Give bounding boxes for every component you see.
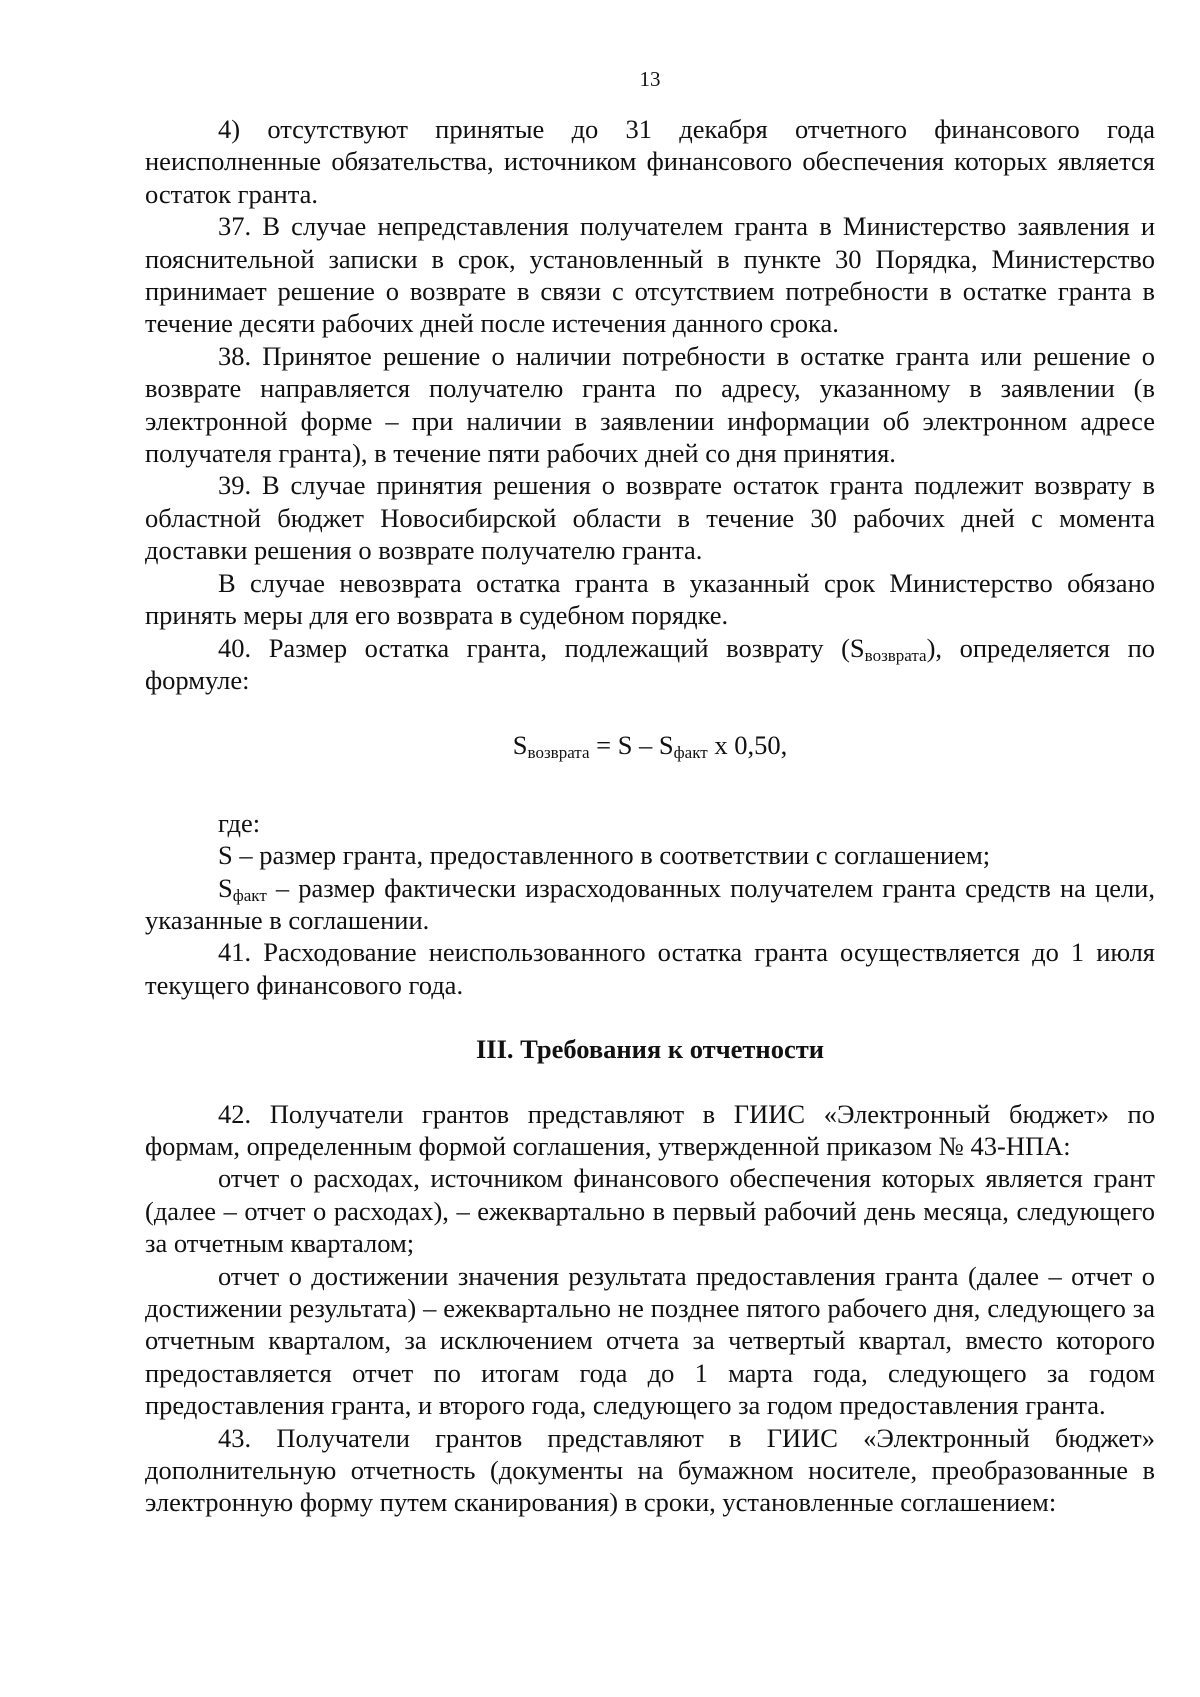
definition-s-fact-subscript: факт [232, 885, 267, 905]
paragraph-42-expense-report: отчет о расходах, источником финансового обеспечения которых является грант (далее – отчет о расходах), – ежеквартально в первый рабочий день месяца, следующего за отчетным кварталом; [145, 1163, 1155, 1259]
paragraph-40 [145, 632, 1155, 697]
formula-s-return: S [512, 730, 528, 761]
paragraph-item-4: 4) отсутствуют принятые до 31 декабря отчетного финансового года неисполненные обязательства, источником финансового обеспечения которых является остаток гранта. [145, 114, 1155, 209]
paragraph-40-subscript: возврата [864, 645, 927, 665]
where-label: где: [218, 807, 261, 838]
formula-middle: = S – S [589, 730, 674, 761]
paragraph-40-text-after: ), определяется по формуле: [145, 632, 1155, 695]
document-body [145, 113, 1155, 1519]
paragraph-39-continuation: В случае невозврата остатка гранта в указанный срок Министерство обязано принять меры для его возврата в судебном порядке. [145, 567, 1155, 631]
formula-end: х 0,50, [707, 730, 788, 761]
definition-s-fact-symbol: S [218, 872, 233, 903]
formula-subscript-return: возврата [527, 743, 590, 763]
paragraph-41: 41. Расходование неиспользованного остатка гранта осуществляется до 1 июля текущего финансового года. [145, 937, 1155, 1000]
paragraph-42: 42. Получатели грантов представляют в ГИИС «Электронный бюджет» по формам, определенным формой соглашения, утвержденной приказом № 43-НПА: [145, 1098, 1155, 1161]
paragraph-40-text-before: 40. Размер остатка гранта, подлежащий возврату (S [218, 632, 865, 663]
definition-s: S – размер гранта, предоставленного в соответствии с соглашением; [218, 840, 991, 871]
paragraph-42-result-report: отчет о достижении значения результата предоставления гранта (далее – отчет о достижении результата) – ежеквартально не позднее пятого рабочего дня, следующего за отчетным кварталом, за исключением отчета за четвертый квартал, вместо которого предоставляется отчет по итогам года до 1 марта года, следующего за годом предоставления гранта, и второго года, следующего за годом предоставления гранта. [145, 1260, 1155, 1421]
paragraph-39: 39. В случае принятия решения о возврате остаток гранта подлежит возврату в областной бюджет Новосибирской области в течение 30 рабочих дней с момента доставки решения о возврате получателю гранта. [145, 470, 1155, 566]
section-heading: III. Требования к отчетности [475, 1034, 824, 1065]
paragraph-38: 38. Принятое решение о наличии потребности в остатке гранта или решение о возврате направляется получателю гранта по адресу, указанному в заявлении (в электронной форме – при наличии в заявлении информации об электронном адресе получателя гранта), в течение пяти рабочих дней со дня принятия. [145, 340, 1155, 469]
definition-s-fact [145, 872, 1155, 937]
formula-subscript-fact: факт [673, 743, 708, 763]
paragraph-37: 37. В случае непредставления получателем гранта в Министерство заявления и пояснительной записки в срок, установленный в пункте 30 Порядка, Министерство принимает решение о возврате в связи с отсутствием потребности в остатке гранта в течение десяти рабочих дней после истечения данного срока. [145, 211, 1155, 339]
formula [145, 729, 1155, 761]
page-number: 13 [639, 67, 661, 91]
paragraph-43: 43. Получатели грантов представляют в ГИИС «Электронный бюджет» дополнительную отчетность (документы на бумажном носителе, преобразованные в электронную форму путем сканирования) в сроки, установленные соглашением: [145, 1422, 1155, 1518]
definition-s-fact-text: – размер фактически израсходованных получателем гранта средств на цели, указанные в соглашении. [145, 872, 1155, 935]
